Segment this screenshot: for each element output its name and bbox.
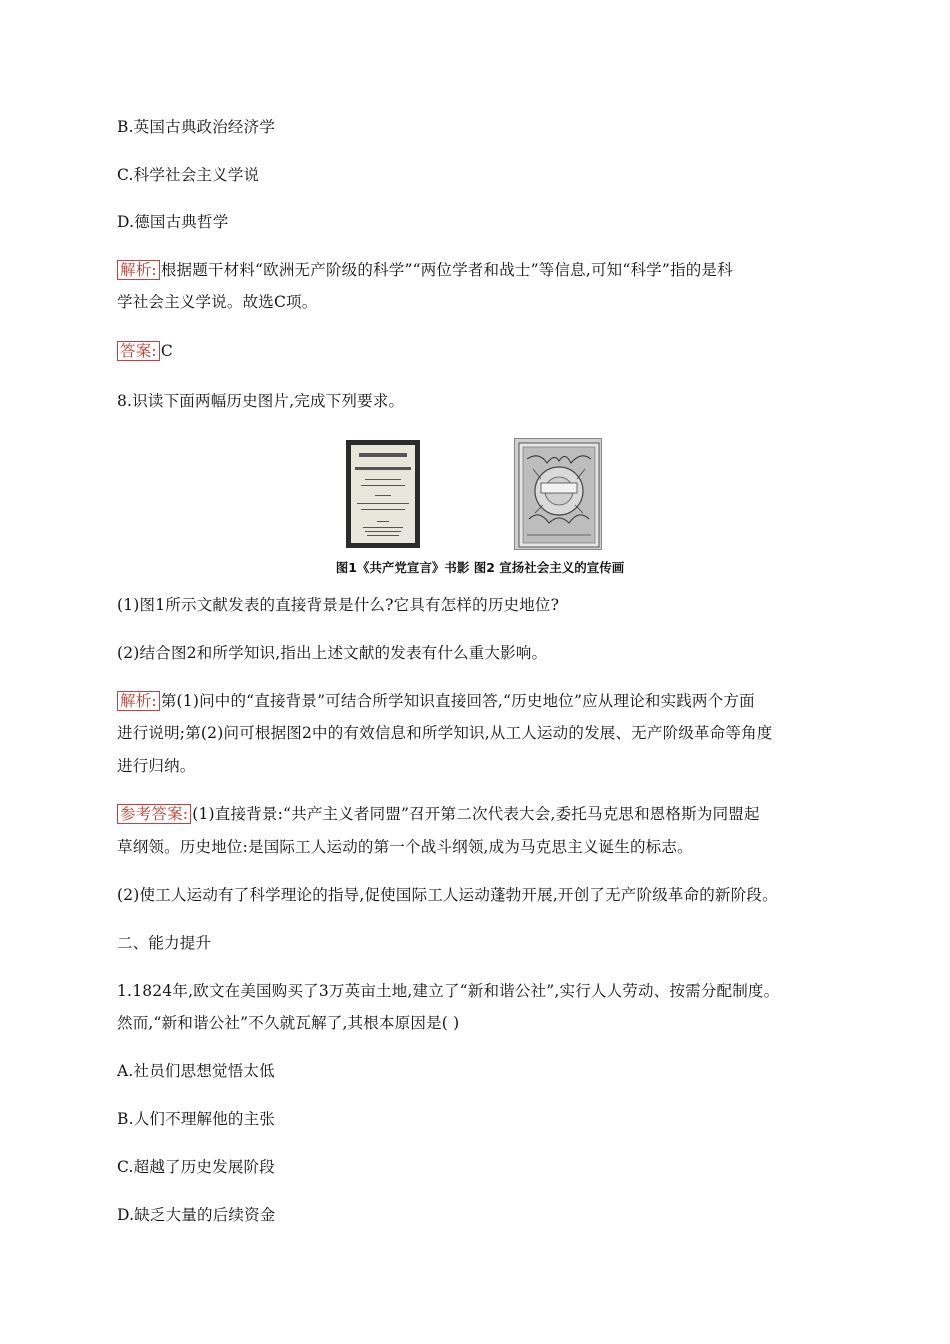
q7-analysis-text-2: 学社会主义学说。故选C项。	[117, 293, 318, 311]
s2-q1-option-c: C.超越了历史发展阶段	[117, 1158, 275, 1176]
q8-subquestion-1: (1)图1所示文献发表的直接背景是什么?它具有怎样的历史地位?	[117, 596, 560, 614]
s2-q1-stem-1: 1.1824年,欧文在美国购买了3万英亩土地,建立了“新和谐公社”,实行人人劳动、按需分配制度。	[117, 982, 780, 1000]
s2-q1-option-d: D.缺乏大量的后续资金	[117, 1206, 276, 1224]
analysis-tag: 解析:	[117, 691, 160, 711]
socialism-poster-image	[514, 438, 602, 550]
q7-analysis-text-1: 根据题干材料“欧洲无产阶级的科学”“两位学者和战士”等信息,可知“科学”指的是科	[160, 261, 733, 279]
q8-subquestion-2: (2)结合图2和所学知识,指出上述文献的发表有什么重大影响。	[117, 644, 548, 662]
q7-option-c: C.科学社会主义学说	[117, 166, 260, 184]
figure-caption: 图1《共产党宣言》书影 图2 宣扬社会主义的宣传画	[335, 560, 625, 575]
s2-q1-stem-2: 然而,“新和谐公社”不久就瓦解了,其根本原因是( )	[117, 1014, 460, 1032]
q8-analysis-text-2: 进行说明;第(2)问可根据图2中的有效信息和所学知识,从工人运动的发展、无产阶级革命等角度	[117, 724, 773, 742]
q7-option-b: B.英国古典政治经济学	[117, 118, 276, 136]
q7-analysis	[117, 259, 733, 281]
q8-analysis-text-3: 进行归纳。	[117, 757, 196, 775]
manifesto-cover-image	[346, 440, 420, 548]
q8-answer-text-3: (2)使工人运动有了科学理论的指导,促使国际工人运动蓬勃开展,开创了无产阶级革命的新阶段。	[117, 886, 778, 904]
s2-q1-option-b: B.人们不理解他的主张	[117, 1110, 276, 1128]
answer-tag: 答案:	[117, 341, 160, 361]
q8-answer-text-2: 草纲领。历史地位:是国际工人运动的第一个战斗纲领,成为马克思主义诞生的标志。	[117, 838, 693, 856]
s2-q1-option-a: A.社员们思想觉悟太低	[117, 1062, 275, 1080]
q7-option-d: D.德国古典哲学	[117, 213, 229, 231]
analysis-tag: 解析:	[117, 260, 160, 280]
reference-answer-tag: 参考答案:	[117, 804, 191, 824]
q8-figure	[300, 432, 660, 582]
q8-answer-text-1: (1)直接背景:“共产主义者同盟”召开第二次代表大会,委托马克思和恩格斯为同盟起	[192, 805, 760, 823]
q8-stem: 8.识读下面两幅历史图片,完成下列要求。	[117, 392, 405, 410]
section-title: 二、能力提升	[117, 934, 212, 952]
q7-answer-value: C	[160, 342, 173, 360]
q7-answer	[117, 340, 173, 362]
q8-analysis	[117, 690, 755, 712]
q8-analysis-text-1: 第(1)问中的“直接背景”可结合所学知识直接回答,“历史地位”应从理论和实践两个方面	[160, 692, 755, 710]
q8-reference-answer	[117, 803, 760, 825]
